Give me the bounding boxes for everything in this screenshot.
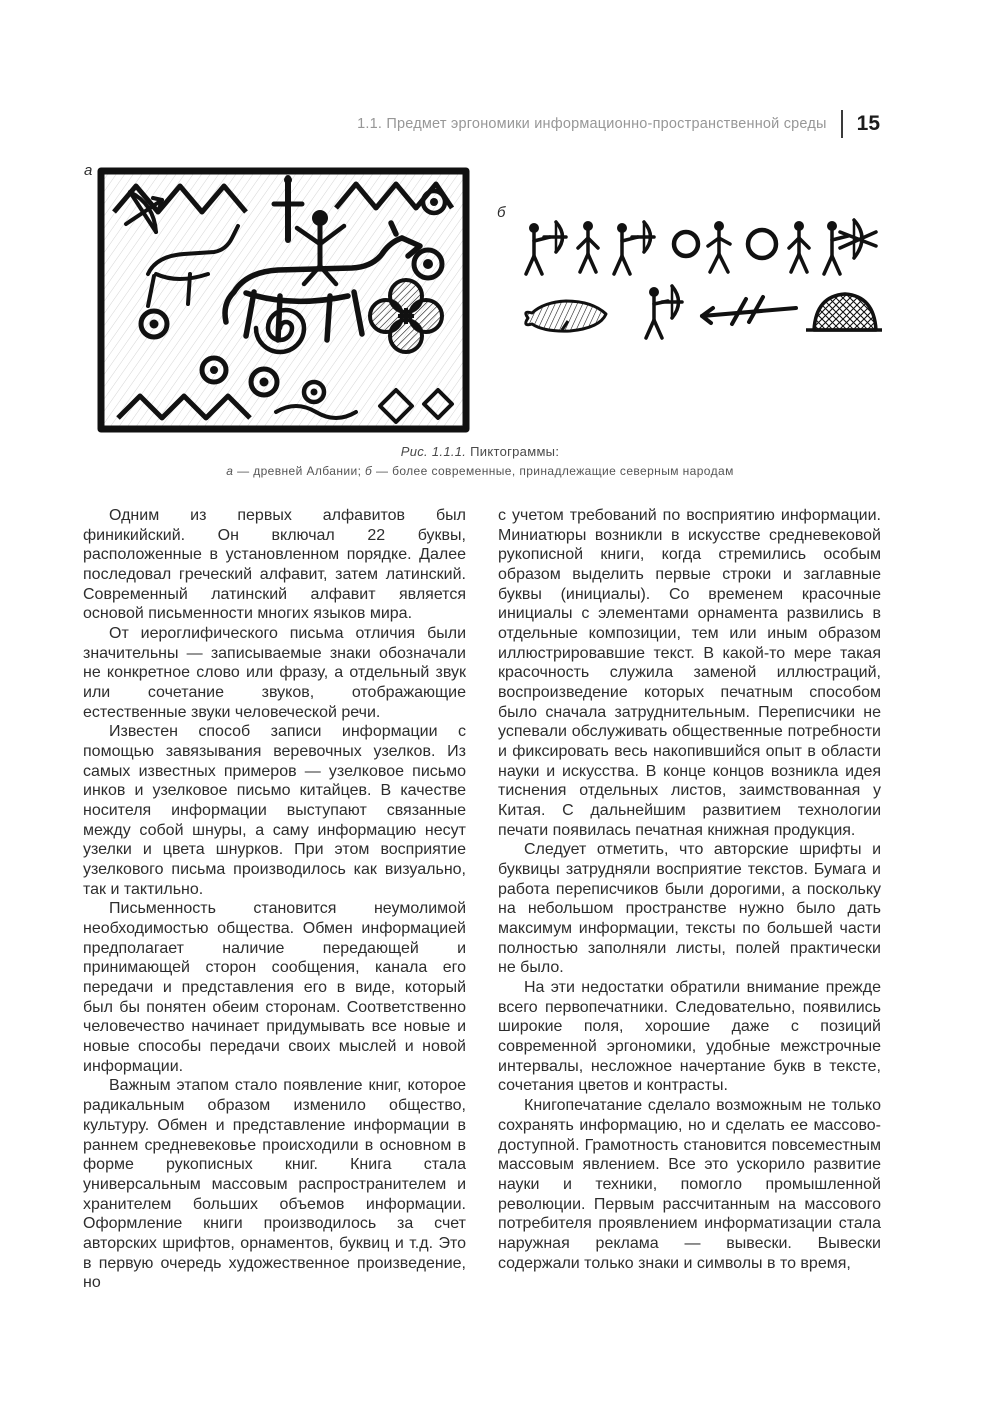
body-text: [83, 506, 881, 1293]
paragraph: Известен способ записи информации с помощью завязывания веревочных узелков. Из самых известных примеров — узелковое письмо инков и узелковое письмо китайцев. В качестве носителя информации выступают связанные между собой шнуры, а саму информацию несут узелки и цвета шнурков. При этом восприятие узелкового письма производилось как визуально, так и тактильно.: [83, 723, 466, 898]
harpoon-pictogram-icon: [702, 297, 796, 324]
figure-label-a: а: [84, 162, 93, 179]
chapter-title: 1.1. Предмет эргономики информационно-пространственной среды: [357, 116, 827, 132]
caption-a-label: а: [226, 464, 234, 478]
person-pictogram-icon: [708, 221, 730, 272]
caption-b-text: — более современные, принадлежащие северным народам: [375, 464, 734, 478]
figure-label-b: б: [497, 204, 506, 221]
caption-figure-number: Рис. 1.1.1.: [400, 444, 467, 459]
archer-pictogram-icon: [614, 222, 654, 274]
ring-pictogram-icon: [674, 232, 698, 256]
caption-b-label: б: [365, 464, 373, 478]
page-number: 15: [856, 112, 880, 135]
header-divider: [841, 110, 843, 138]
paragraph: Важным этапом стало появление книг, которое радикальным образом изменило общество, культуру. Обмен и представление информации в раннем средневековье происходили в основном в форме рукописных книг. Книга стала универсальным массовым распространителем и хранителем больших объемов информации. Оформление книги производилось за счет авторских шрифтов, орнаментов, буквиц и т.д. Это в первую очередь художественное произведение, но: [83, 1077, 466, 1292]
caption-a-text: — древней Албании;: [237, 464, 362, 478]
paragraph: Книгопечатание сделало возможным не только сохранять информацию, но и сделать ее массово-доступной. Грамотность становится повсеместным массовым явлением. Все это ускорило развитие науки и техники, помогло промышленной революции. Первым рассчитанным на массового потребителя проявлением информатизации стала наружная реклама — вывески. Вывески содержали только знаки и символы в то время,: [498, 1097, 881, 1272]
paragraph: с учетом требований по восприятию информации. Миниатюры возникли в искусстве средневековой рукописной книги, когда стремились особым образом выделить первые строки и заглавные буквы (инициалы). Со временем красочные инициалы с элементами орнамента развились в отдельные композиции, тем или иным образом иллюстрировавшие текст. В какой-то мере такая красочность служила заменой иллюстраций, воспроизведение которых печатным способом было сначала затруднительным. Переписчики не успевали обслуживать общественные потребности и фиксировать весь накопившийся опыт в области науки и искусства. В конце концов возникла идея тиснения отдельных листов, заимствованная у Китая. С дальнейшим развитием технологии печати появилась печатная книжная продукция.: [498, 507, 881, 839]
left-column: [83, 506, 466, 1293]
paragraph: Одним из первых алфавитов был финикийский. Он включал 22 буквы, расположенные в установленном порядке. Далее последовал греческий алфавит, затем латинский. Современный латинский алфавит является основой письменности многих языков мира.: [83, 507, 466, 623]
person-pictogram-icon: [789, 221, 809, 272]
seal-pictogram-icon: [526, 301, 606, 331]
petroglyph-albania-image: [96, 166, 471, 434]
archer-pictogram-icon: [526, 222, 566, 274]
paragraph: Письменность становится неумолимой необходимостью общества. Обмен информацией предполагает наличие передающей и принимающей сторон сообщения, канала его передачи и представления его в виде, который был бы понятен обеим сторонам. Соответственно человечество начинает придумывать все новые и новые способы передачи своих мыслей и новой информации.: [83, 900, 466, 1075]
caption-line-1: [150, 444, 810, 459]
archer-pictogram-icon: [646, 286, 682, 338]
paragraph: Следует отметить, что авторские шрифты и буквицы затрудняли восприятие текстов. Бумага и работа переписчиков были дорогими, а поскольку на небольшом пространстве нужно было дать максимум информации, тексты по большей части полностью заполняли листы, полей практически не было.: [498, 841, 881, 977]
right-column: [498, 506, 881, 1293]
caption-title: Пиктограммы:: [470, 444, 560, 459]
figure-caption: [150, 444, 810, 478]
paragraph: На эти недостатки обратили внимание прежде всего первопечатники. Следовательно, появились широкие поля, хорошие даже с позиций современной эргономики, удобные межстрочные интервалы, несложное начертание букв в тексте, сочетания цветов и контрасты.: [498, 979, 881, 1095]
paragraph: От иероглифического письма отличия были значительны — записываемые знаки обозначали не конкретное слово или фразу, а отдельный звук или сочетание звуков, отображающие естественные звуки человеческой речи.: [83, 625, 466, 721]
pictograms-northern-image: [514, 214, 882, 344]
petroglyph-albania-figure: [96, 166, 471, 434]
caption-line-2: [150, 464, 810, 478]
person-pictogram-icon: [578, 221, 598, 272]
pictograms-northern-figure: [514, 214, 882, 344]
page-header: [357, 110, 880, 138]
dome-hut-pictogram-icon: [806, 294, 882, 330]
archer-group-pictogram-icon: [824, 220, 876, 274]
ring-pictogram-icon: [748, 230, 776, 258]
